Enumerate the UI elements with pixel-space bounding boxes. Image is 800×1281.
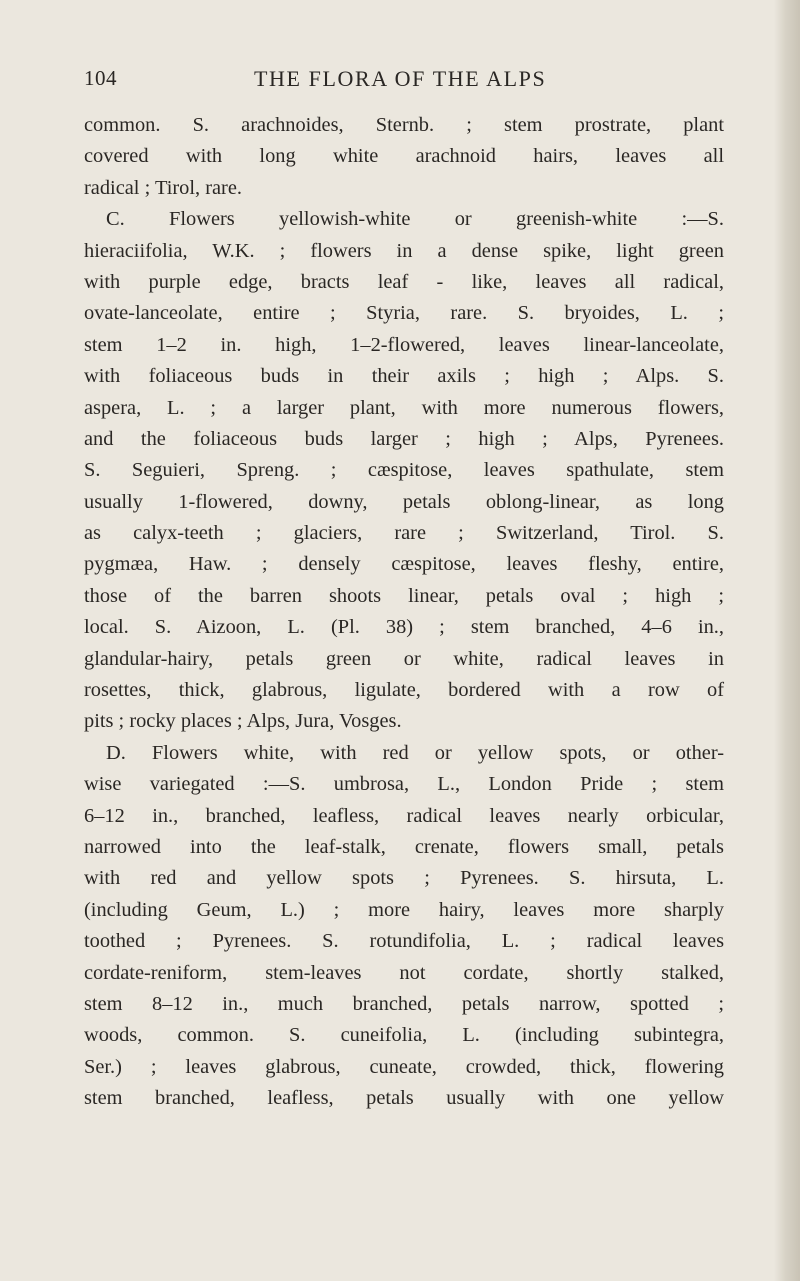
text-line: stem 8–12 in., much branched, petals narrow, spotted ; — [84, 992, 724, 1015]
text-line: as calyx-teeth ; glaciers, rare ; Switzerland, Tirol. S. — [84, 522, 724, 545]
text-line: S. Seguieri, Spreng. ; cæspitose, leaves spathulate, stem — [84, 459, 724, 482]
text-line: hieraciifolia, W.K. ; flowers in a dense spike, light green — [84, 239, 724, 262]
text-line: those of the barren shoots linear, petals oval ; high ; — [84, 584, 724, 607]
text-line: usually 1-flowered, downy, petals oblong-linear, as long — [84, 490, 724, 513]
body-text — [84, 110, 724, 1115]
text-line: covered with long white arachnoid hairs, leaves all — [84, 145, 724, 168]
running-head: THE FLORA OF THE ALPS — [254, 66, 547, 91]
text-line: and the foliaceous buds larger ; high ; Alps, Pyrenees. — [84, 427, 724, 450]
text-line: with foliaceous buds in their axils ; high ; Alps. S. — [84, 365, 724, 388]
text-line: aspera, L. ; a larger plant, with more numerous flowers, — [84, 396, 724, 419]
page-header — [84, 66, 724, 98]
page-number: 104 — [84, 66, 117, 90]
text-line: pits ; rocky places ; Alps, Jura, Vosges. — [84, 710, 402, 733]
text-line: pygmæa, Haw. ; densely cæspitose, leaves fleshy, entire, — [84, 553, 724, 576]
text-line: 6–12 in., branched, leafless, radical leaves nearly orbicular, — [84, 804, 724, 827]
text-line: (including Geum, L.) ; more hairy, leaves more sharply — [84, 898, 724, 921]
text-line: stem branched, leafless, petals usually with one yellow — [84, 1087, 724, 1110]
text-line: woods, common. S. cuneifolia, L. (including subintegra, — [84, 1024, 724, 1047]
text-line: with red and yellow spots ; Pyrenees. S. hirsuta, L. — [84, 867, 724, 890]
text-line: narrowed into the leaf-stalk, crenate, flowers small, petals — [84, 835, 724, 858]
text-line: with purple edge, bracts leaf - like, leaves all radical, — [84, 270, 724, 293]
text-line: ovate-lanceolate, entire ; Styria, rare. S. bryoides, L. ; — [84, 302, 724, 325]
text-line: wise variegated :—S. umbrosa, L., London Pride ; stem — [84, 773, 724, 796]
text-line: C. Flowers yellowish-white or greenish-white :—S. — [106, 208, 724, 231]
text-line: cordate-reniform, stem-leaves not cordate, shortly stalked, — [84, 961, 724, 984]
text-line: local. S. Aizoon, L. (Pl. 38) ; stem branched, 4–6 in., — [84, 616, 724, 639]
page-edge-shadow — [774, 0, 800, 1281]
text-line: glandular-hairy, petals green or white, radical leaves in — [84, 647, 724, 670]
text-line: toothed ; Pyrenees. S. rotundifolia, L. ; radical leaves — [84, 930, 724, 953]
text-line: D. Flowers white, with red or yellow spots, or other- — [106, 741, 724, 764]
text-line: radical ; Tirol, rare. — [84, 176, 242, 199]
text-line: rosettes, thick, glabrous, ligulate, bordered with a row of — [84, 679, 724, 702]
text-line: common. S. arachnoides, Sternb. ; stem prostrate, plant — [84, 114, 724, 136]
text-line: stem 1–2 in. high, 1–2-flowered, leaves linear-lanceolate, — [84, 333, 724, 356]
text-line: Ser.) ; leaves glabrous, cuneate, crowded, thick, flowering — [84, 1055, 724, 1078]
